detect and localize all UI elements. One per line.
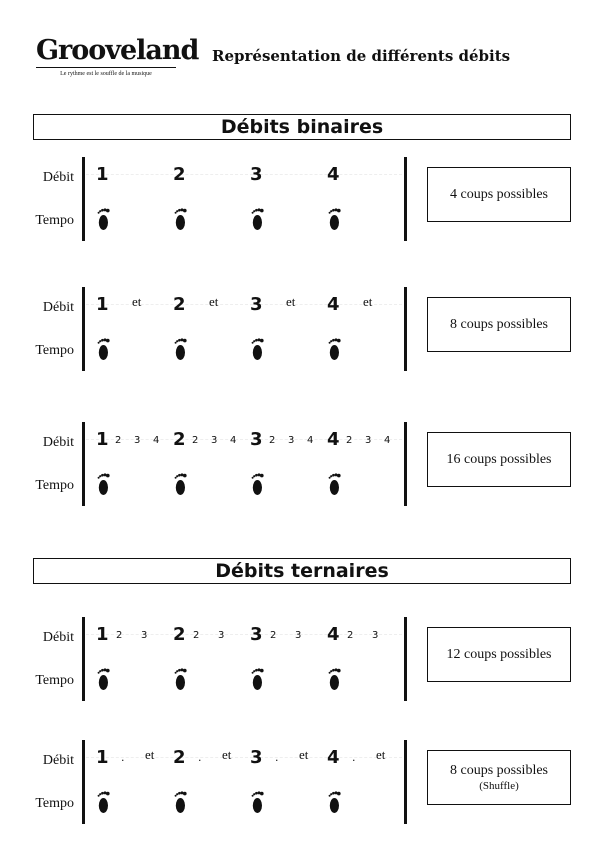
subdivision-et: et [376, 747, 386, 762]
footprint-icon [328, 791, 342, 815]
logo-tagline: Le rythme est le souffle de la musique [60, 71, 152, 77]
subdivision-number: 4 [153, 435, 160, 446]
logo-text: Grooveland [36, 35, 199, 66]
beat-number: 1 [96, 164, 109, 185]
footprint-icon [328, 473, 342, 497]
subdivision-dot: . [352, 751, 356, 764]
beat-number: 3 [250, 747, 263, 768]
count-box [427, 297, 571, 352]
footprint-icon [97, 473, 111, 497]
tempo-label: Tempo [35, 213, 74, 228]
count-box [427, 750, 571, 805]
subdivision-dot: . [275, 751, 279, 764]
beat-number: 3 [250, 294, 263, 315]
subdivision-number: 3 [134, 435, 141, 446]
measure-bar-end [404, 287, 407, 371]
subdivision-et: et [286, 294, 296, 309]
subdivision-number: 2 [269, 435, 276, 446]
subdivision-et: et [299, 747, 309, 762]
beat-number: 3 [250, 164, 263, 185]
beat-number: 2 [173, 294, 186, 315]
subdivision-et: et [222, 747, 232, 762]
footprint-icon [174, 668, 188, 692]
subdivision-number: 2 [192, 435, 199, 446]
footprint-icon [174, 473, 188, 497]
section-title: Débits ternaires [33, 558, 571, 584]
footprint-icon [97, 208, 111, 232]
brand-logo [36, 35, 199, 77]
subdivision-number: 3 [211, 435, 218, 446]
subdivision-number: 3 [288, 435, 295, 446]
tempo-label: Tempo [35, 796, 74, 811]
footprint-icon [174, 208, 188, 232]
measure-bar-start [82, 740, 85, 824]
count-text: 12 coups possibles [446, 646, 552, 662]
subdivision-dot: . [198, 751, 202, 764]
debit-label: Débit [42, 170, 74, 185]
subdivision-number: 2 [270, 630, 277, 641]
beat-number: 2 [173, 747, 186, 768]
beat-number: 1 [96, 294, 109, 315]
subdivision-number: 4 [384, 435, 391, 446]
tempo-label: Tempo [35, 673, 74, 688]
subdivision-dot: . [121, 751, 125, 764]
subdivision-number: 2 [346, 435, 353, 446]
footprint-icon [97, 668, 111, 692]
measure-bar-end [404, 157, 407, 241]
count-text: 16 coups possibles [446, 451, 552, 467]
beat-number: 1 [96, 429, 109, 450]
rhythm-row [0, 287, 600, 372]
subdivision-number: 3 [218, 630, 225, 641]
measure-bar-start [82, 287, 85, 371]
subdivision-et: et [209, 294, 219, 309]
subdivision-number: 3 [372, 630, 379, 641]
subdivision-number: 2 [115, 435, 122, 446]
subdivision-number: 2 [193, 630, 200, 641]
beat-number: 2 [173, 624, 186, 645]
footprint-icon [251, 208, 265, 232]
beat-number: 4 [327, 429, 340, 450]
footprint-icon [251, 473, 265, 497]
section-title: Débits binaires [33, 114, 571, 140]
rhythm-row [0, 740, 600, 825]
footprint-icon [328, 208, 342, 232]
count-text: 4 coups possibles [450, 186, 548, 202]
beat-number: 2 [173, 429, 186, 450]
debit-label: Débit [42, 435, 74, 450]
footprint-icon [97, 791, 111, 815]
rhythm-row [0, 617, 600, 702]
count-text: 8 coups possibles [450, 763, 548, 778]
footprint-icon [174, 791, 188, 815]
beat-number: 3 [250, 429, 263, 450]
beat-number: 4 [327, 164, 340, 185]
beat-number: 1 [96, 747, 109, 768]
rhythm-row [0, 422, 600, 507]
subdivision-number: 2 [116, 630, 123, 641]
beat-number: 2 [173, 164, 186, 185]
footprint-icon [251, 338, 265, 362]
guide-line [86, 174, 402, 175]
count-text: 8 coups possibles [450, 316, 548, 332]
subdivision-number: 4 [230, 435, 237, 446]
debit-label: Débit [42, 630, 74, 645]
subdivision-et: et [145, 747, 155, 762]
subdivision-number: 3 [141, 630, 148, 641]
document-title: Représentation de différents débits [212, 47, 511, 65]
measure-bar-start [82, 617, 85, 701]
count-box [427, 627, 571, 682]
count-box [427, 167, 571, 222]
count-note: (Shuffle) [479, 780, 519, 792]
logo-rule [36, 67, 176, 68]
measure-bar-end [404, 422, 407, 506]
subdivision-number: 4 [307, 435, 314, 446]
tempo-label: Tempo [35, 343, 74, 358]
subdivision-number: 3 [365, 435, 372, 446]
footprint-icon [328, 338, 342, 362]
tempo-label: Tempo [35, 478, 74, 493]
beat-number: 4 [327, 747, 340, 768]
footprint-icon [328, 668, 342, 692]
debit-label: Débit [42, 300, 74, 315]
footprint-icon [174, 338, 188, 362]
subdivision-et: et [132, 294, 142, 309]
count-box [427, 432, 571, 487]
rhythm-row [0, 157, 600, 242]
beat-number: 1 [96, 624, 109, 645]
measure-bar-end [404, 740, 407, 824]
subdivision-number: 2 [347, 630, 354, 641]
beat-number: 4 [327, 294, 340, 315]
guide-line [86, 634, 402, 635]
footprint-icon [251, 791, 265, 815]
subdivision-et: et [363, 294, 373, 309]
beat-number: 3 [250, 624, 263, 645]
footprint-icon [97, 338, 111, 362]
subdivision-number: 3 [295, 630, 302, 641]
debit-label: Débit [42, 753, 74, 768]
footprint-icon [251, 668, 265, 692]
beat-number: 4 [327, 624, 340, 645]
measure-bar-start [82, 157, 85, 241]
measure-bar-start [82, 422, 85, 506]
measure-bar-end [404, 617, 407, 701]
